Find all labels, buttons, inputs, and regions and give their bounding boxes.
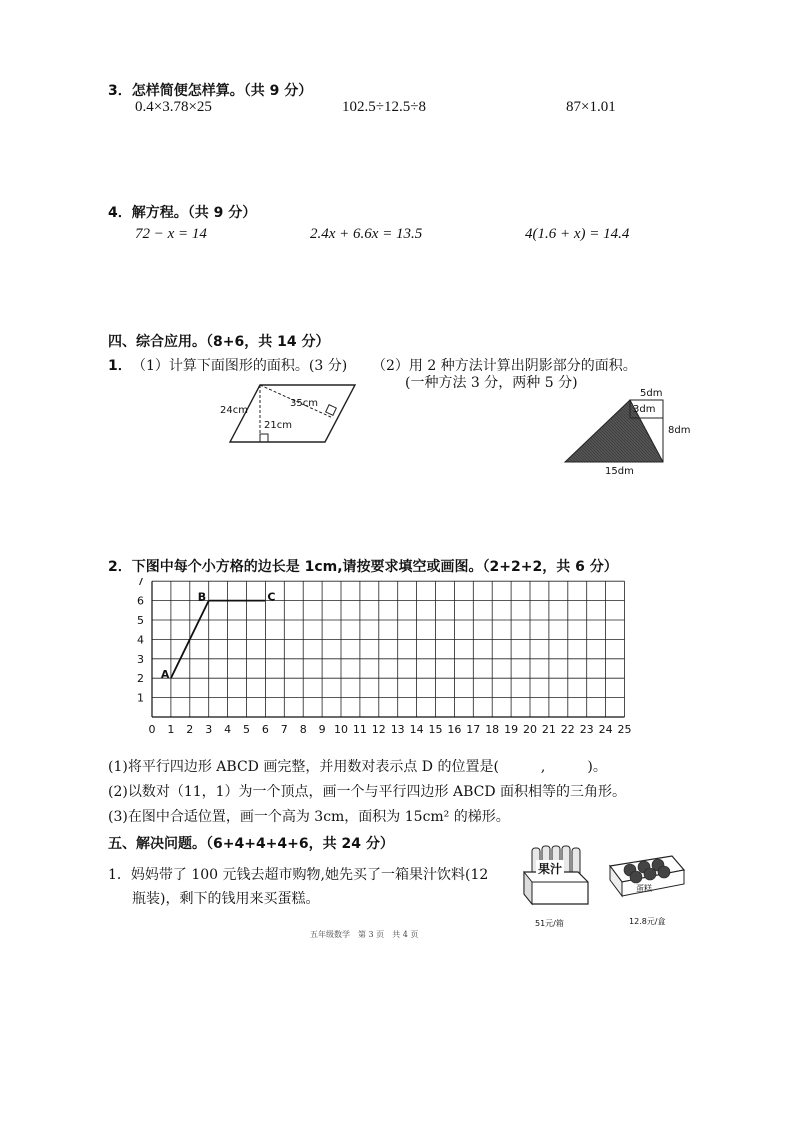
x-tick-label: 16 <box>447 723 462 736</box>
q2-title: 2．下图中每个小方格的边长是 1cm,请按要求填空或画图。（2+2+2，共 6 分） <box>108 559 618 575</box>
point-label-a: A <box>160 668 170 682</box>
x-tick-label: 11 <box>352 723 367 736</box>
x-tick-label: 17 <box>466 723 481 736</box>
equation-1: 72 − x = 14 <box>135 226 207 242</box>
point-label-c: C <box>267 590 276 604</box>
section4-title: 4．解方程。（共 9 分） <box>108 205 257 221</box>
y-tick-label: 5 <box>137 614 144 627</box>
x-tick-label: 8 <box>299 723 307 736</box>
x-tick-label: 15 <box>428 723 443 736</box>
right-angle-mark-2 <box>326 405 337 416</box>
q1-part1: （1）计算下面图形的面积。(3 分) <box>132 358 348 374</box>
q1-part2-note: (一种方法 3 分，两种 5 分) <box>405 375 578 391</box>
y-tick-label: 7 <box>137 578 144 589</box>
x-tick-label: 5 <box>243 723 250 736</box>
q2-sub2: (2)以数对（11，1）为一个顶点，画一个与平行四边形 ABCD 面积相等的三角形。 <box>108 784 627 800</box>
problem-3: 87×1.01 <box>566 99 616 115</box>
problem-2: 102.5÷12.5÷8 <box>342 99 426 115</box>
x-tick-label: 20 <box>523 723 537 736</box>
x-tick-label: 23 <box>579 723 594 736</box>
x-tick-label: 10 <box>334 723 348 736</box>
y-tick-label: 2 <box>137 672 144 686</box>
y-tick-label: 6 <box>137 594 144 608</box>
part5-q1-line1: 1．妈妈带了 100 元钱去超市购物,她先买了一箱果汁饮料(12 <box>108 867 489 883</box>
label-35cm: 35cm <box>290 398 318 409</box>
y-tick-label: 3 <box>137 652 144 666</box>
x-tick-label: 19 <box>504 723 519 736</box>
label-24cm: 24cm <box>220 405 248 416</box>
y-tick-label: 4 <box>137 633 144 647</box>
x-tick-label: 2 <box>186 723 194 736</box>
problem-1: 0.4×3.78×25 <box>135 99 212 115</box>
equation-2: 2.4x + 6.6x = 13.5 <box>310 226 423 242</box>
y-tick-label: 1 <box>137 691 144 705</box>
part4-title: 四、综合应用。（8+6，共 14 分） <box>108 334 330 350</box>
x-tick-label: 22 <box>560 723 575 736</box>
cake-label: 蛋糕 <box>636 884 652 893</box>
label-3dm: 3dm <box>633 404 656 415</box>
part5-q1-line2: 瓶装)，剩下的钱用来买蛋糕。 <box>132 891 320 907</box>
q2-sub1: (1)将平行四边形 ABCD 画完整，并用数对表示点 D 的位置是( , )。 <box>108 759 607 775</box>
x-tick-label: 21 <box>541 723 556 736</box>
x-tick-label: 6 <box>261 723 269 736</box>
x-tick-label: 25 <box>617 723 632 736</box>
label-8dm: 8dm <box>668 425 691 436</box>
x-tick-label: 13 <box>390 723 405 736</box>
x-tick-label: 18 <box>485 723 500 736</box>
x-tick-label: 4 <box>224 723 232 736</box>
x-tick-label: 7 <box>280 723 288 736</box>
x-tick-label: 12 <box>371 723 386 736</box>
page-footer: 五年级数学 第 3 页 共 4 页 <box>310 930 419 939</box>
x-tick-label: 14 <box>409 723 424 736</box>
equation-3: 4(1.6 + x) = 14.4 <box>525 226 630 242</box>
point-label-b: B <box>197 590 207 604</box>
cake-box-image <box>606 852 688 902</box>
right-angle-mark-1 <box>260 434 268 442</box>
coordinate-grid <box>130 578 640 748</box>
x-tick-label: 9 <box>318 723 326 736</box>
label-5dm: 5dm <box>640 388 663 399</box>
x-tick-label: 3 <box>205 723 213 736</box>
section3-title: 3．怎样简便怎样算。（共 9 分） <box>108 83 313 99</box>
q1-part2: （2）用 2 种方法计算出阴影部分的面积。 <box>372 358 637 374</box>
label-21cm: 21cm <box>264 420 292 431</box>
parallelogram-shape <box>230 385 355 442</box>
x-tick-label: 1 <box>167 723 175 736</box>
juice-label: 果汁 <box>538 862 563 876</box>
q1-number: 1． <box>108 358 132 374</box>
label-15dm: 15dm <box>605 466 634 477</box>
cake-price: 12.8元/盒 <box>629 917 666 926</box>
x-tick-label: 0 <box>148 723 156 736</box>
juice-price: 51元/箱 <box>535 919 564 928</box>
x-tick-label: 24 <box>598 723 613 736</box>
part5-title: 五、解决问题。（6+4+4+4+6，共 24 分） <box>108 836 394 852</box>
q2-sub3: (3)在图中合适位置，画一个高为 3cm，面积为 15cm² 的梯形。 <box>108 809 510 825</box>
